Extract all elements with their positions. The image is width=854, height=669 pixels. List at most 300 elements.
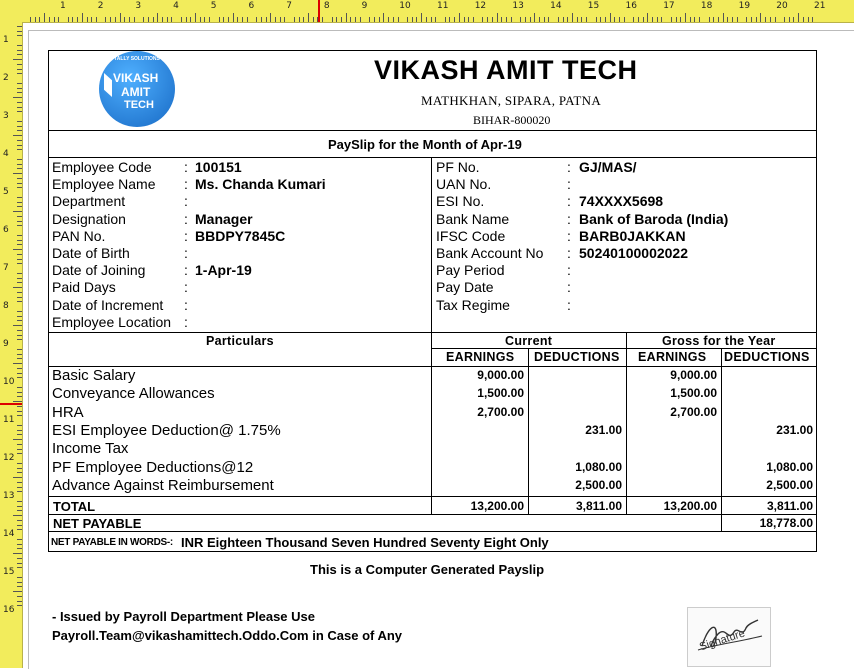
ruler-tick (17, 368, 22, 369)
ruler-tick (17, 64, 22, 65)
computer-generated-note: This is a Computer Generated Payslip (310, 562, 545, 577)
ruler-position-marker (318, 0, 320, 22)
ruler-tick (280, 17, 281, 22)
ruler-tick (525, 17, 526, 22)
ruler-tick (718, 17, 719, 22)
ruler-tick (96, 17, 97, 22)
ruler-tick (17, 335, 22, 336)
current-earnings-cell: 1,500.00 (477, 386, 524, 401)
ruler-tick (13, 249, 22, 250)
particular-name: Conveyance Allowances (52, 385, 215, 403)
gross-earnings-cell: 1,500.00 (670, 386, 717, 401)
ruler-tick (54, 17, 55, 22)
ruler-tick (143, 17, 144, 22)
ruler-tick (228, 17, 229, 22)
signature-stamp (687, 607, 771, 667)
field-colon: : (567, 176, 571, 193)
ruler-tick (600, 17, 601, 22)
ruler-tick (633, 17, 634, 22)
ruler-tick (577, 17, 578, 22)
ruler-tick (17, 225, 22, 226)
ruler-tick (17, 50, 22, 51)
ruler-tick (17, 187, 22, 188)
employee-field-label: Department (52, 193, 126, 210)
ruler-tick (171, 17, 172, 22)
ruler-left-number: 4 (3, 149, 9, 159)
ruler-tick (181, 17, 182, 22)
ruler-tick (723, 13, 724, 22)
field-colon: : (567, 245, 571, 261)
ruler-tick (17, 107, 22, 108)
ruler-tick (17, 83, 22, 84)
ruler-tick (17, 35, 22, 36)
total-current-deductions: 3,811.00 (575, 499, 622, 513)
ruler-tick (393, 17, 394, 22)
ruler-tick (501, 17, 502, 22)
field-colon: : (184, 262, 188, 279)
ruler-tick (567, 17, 568, 22)
current-earnings-cell: 2,700.00 (477, 404, 524, 419)
ruler-tick (200, 17, 201, 22)
ruler-top-number: 16 (625, 1, 637, 11)
ruler-tick (17, 544, 22, 545)
ruler-top-number: 9 (361, 1, 368, 11)
ruler-tick (605, 17, 606, 22)
gross-deductions-cell: 2,500.00 (766, 477, 813, 492)
ruler-tick (614, 17, 615, 22)
ruler-tick (17, 539, 22, 540)
ruler-top-number: 3 (135, 1, 142, 11)
ruler-tick (473, 17, 474, 22)
ruler-tick (284, 17, 285, 22)
ruler-tick (58, 17, 59, 22)
particular-name: Basic Salary (52, 367, 136, 384)
field-colon: : (184, 210, 188, 227)
ruler-tick (671, 17, 672, 22)
ruler-tick (657, 17, 658, 22)
bank-field-value: BARB0JAKKAN (579, 227, 686, 244)
ruler-top-number: 5 (210, 1, 217, 11)
ruler-tick (548, 17, 549, 22)
ruler-tick (17, 159, 22, 160)
ruler-tick (17, 330, 22, 331)
current-deductions-cell: 231.00 (585, 422, 622, 437)
ruler-tick (87, 17, 88, 22)
ruler-tick (487, 17, 488, 22)
ruler-tick (727, 17, 728, 22)
ruler-tick (13, 59, 22, 60)
ruler-tick (209, 17, 210, 22)
ruler-tick (336, 17, 337, 22)
gross-deductions-cell: 231.00 (776, 422, 813, 437)
ruler-tick (17, 577, 22, 578)
ruler-tick (17, 506, 22, 507)
ruler-tick (17, 140, 22, 141)
ruler-tick (355, 17, 356, 22)
logo-line3: TECH (124, 99, 154, 111)
ruler-tick (596, 17, 597, 22)
ruler-tick (17, 259, 22, 260)
ruler-tick (17, 164, 22, 165)
ruler-tick (17, 240, 22, 241)
ruler-tick (35, 17, 36, 22)
ruler-tick (120, 13, 121, 22)
ruler-tick (17, 601, 22, 602)
gross-year-header: Gross for the Year (662, 334, 776, 348)
employee-field-label: Date of Birth (52, 245, 130, 261)
bank-field-label: Pay Period (436, 262, 505, 279)
bank-field-label: Bank Name (436, 210, 510, 227)
ruler-tick (17, 273, 22, 274)
ruler-tick (676, 17, 677, 22)
ruler-tick (17, 525, 22, 526)
employee-field-label: Paid Days (52, 279, 116, 296)
bank-field-label: IFSC Code (436, 227, 506, 244)
ruler-tick (308, 13, 309, 22)
ruler-top-number: 13 (512, 1, 524, 11)
ruler-tick (511, 17, 512, 22)
employee-field-label: Date of Increment (52, 296, 164, 313)
bank-field-value: Bank of Baroda (India) (579, 210, 729, 227)
ruler-tick (416, 17, 417, 22)
ruler-tick (162, 17, 163, 22)
bank-field-label: ESI No. (436, 193, 485, 210)
logo-flag-icon (104, 73, 112, 97)
ruler-tick (17, 244, 22, 245)
ruler-tick (482, 17, 483, 22)
ruler-top-number: 12 (474, 1, 487, 11)
ruler-tick (17, 149, 22, 150)
ruler-tick (17, 596, 22, 597)
ruler-tick (789, 17, 790, 22)
ruler-tick (812, 17, 813, 22)
company-name: VIKASH AMIT TECH (374, 55, 638, 85)
current-header: Current (505, 334, 553, 348)
ruler-tick (17, 316, 22, 317)
employee-field-value: Ms. Chanda Kumari (195, 176, 326, 193)
company-logo (99, 51, 175, 127)
field-colon: : (567, 296, 571, 313)
ruler-tick (17, 501, 22, 502)
ruler-tick (247, 17, 248, 22)
ruler-tick (694, 17, 695, 22)
ruler-tick (233, 13, 234, 22)
ruler-tick (13, 553, 22, 554)
ruler-tick (17, 430, 22, 431)
ruler-tick (49, 17, 50, 22)
ruler-left-number: 2 (3, 73, 9, 83)
ruler-tick (652, 17, 653, 22)
ruler-tick (17, 444, 22, 445)
employee-field-label: Employee Name (52, 176, 156, 193)
ruler-tick (17, 491, 22, 492)
ruler-tick (17, 292, 22, 293)
ruler-tick (360, 17, 361, 22)
ruler-tick (746, 17, 747, 22)
field-colon: : (567, 210, 571, 227)
ruler-tick (17, 183, 22, 184)
total-current-earnings: 13,200.00 (470, 499, 524, 513)
ruler-tick (17, 216, 22, 217)
bank-field-value: GJ/MAS/ (579, 159, 637, 175)
ruler-tick (17, 145, 22, 146)
payslip-title: PaySlip for the Month of Apr-19 (328, 137, 522, 152)
ruler-tick (17, 406, 22, 407)
ruler-tick (72, 17, 73, 22)
ruler-tick (680, 17, 681, 22)
employee-field-value: 1-Apr-19 (195, 262, 252, 279)
ruler-tick (17, 54, 22, 55)
ruler-top-number: 21 (814, 1, 826, 11)
ruler-tick (17, 358, 22, 359)
ruler-tick (17, 510, 22, 511)
ruler-tick (775, 17, 776, 22)
ruler-tick (534, 13, 535, 22)
employee-field-label: Designation (52, 210, 126, 227)
ruler-tick (17, 349, 22, 350)
ruler-tick (610, 13, 611, 22)
ruler-left-number: 10 (3, 377, 15, 387)
ruler-tick (760, 13, 761, 22)
ruler-tick (558, 17, 559, 22)
ruler-tick (17, 586, 22, 587)
field-colon: : (567, 279, 571, 296)
ruler-tick (784, 17, 785, 22)
ruler-tick (383, 13, 384, 22)
ruler-top-number: 20 (776, 1, 788, 11)
ruler-left-number: 1 (3, 35, 9, 45)
ruler-tick (497, 13, 498, 22)
ruler-tick (17, 197, 22, 198)
bank-field-value: 74XXXX5698 (579, 193, 664, 210)
ruler-tick (110, 17, 111, 22)
ruler-tick (369, 17, 370, 22)
ruler-tick (17, 373, 22, 374)
ruler-tick (17, 563, 22, 564)
horizontal-ruler (0, 0, 854, 23)
ruler-tick (459, 13, 460, 22)
ruler-tick (77, 17, 78, 22)
ruler-left-number: 15 (3, 567, 15, 577)
net-payable-words-value: INR Eighteen Thousand Seven Hundred Seventy Eight Only (181, 535, 549, 550)
ruler-top-number: 10 (399, 1, 411, 11)
ruler-tick (808, 17, 809, 22)
ruler-tick (468, 17, 469, 22)
ruler-tick (13, 591, 22, 592)
ruler-tick (17, 548, 22, 549)
ruler-tick (275, 17, 276, 22)
ruler-tick (167, 17, 168, 22)
ruler-tick (13, 211, 22, 212)
ruler-tick (332, 17, 333, 22)
ruler-tick (17, 126, 22, 127)
particular-name: Income Tax (52, 440, 129, 458)
ruler-tick (492, 17, 493, 22)
ruler-tick (709, 17, 710, 22)
ruler-tick (454, 17, 455, 22)
current-deductions-header: DEDUCTIONS (534, 350, 620, 364)
vertical-ruler (0, 22, 23, 668)
ruler-tick (148, 17, 149, 22)
gross-earnings-cell: 9,000.00 (670, 368, 717, 382)
ruler-tick (82, 13, 83, 22)
ruler-tick (17, 26, 22, 27)
ruler-tick (17, 282, 22, 283)
field-colon: : (567, 262, 571, 279)
ruler-tick (17, 434, 22, 435)
ruler-left-number: 7 (3, 263, 9, 273)
gross-earnings-cell: 2,700.00 (670, 404, 717, 419)
ruler-tick (17, 396, 22, 397)
ruler-tick (17, 121, 22, 122)
current-earnings-header: EARNINGS (446, 350, 515, 364)
current-earnings-cell: 9,000.00 (477, 368, 524, 382)
field-colon: : (184, 245, 188, 261)
ruler-tick (17, 487, 22, 488)
ruler-tick (129, 17, 130, 22)
ruler-tick (13, 439, 22, 440)
ruler-tick (17, 387, 22, 388)
current-deductions-cell: 1,080.00 (575, 459, 622, 474)
ruler-tick (17, 605, 22, 606)
ruler-tick (17, 301, 22, 302)
issued-by-line1: - Issued by Payroll Department Please Use (52, 609, 315, 624)
ruler-left-number: 11 (3, 415, 15, 425)
ruler-left-number: 6 (3, 225, 9, 235)
field-colon: : (567, 227, 571, 244)
bank-field-label: UAN No. (436, 176, 492, 193)
ruler-tick (17, 392, 22, 393)
field-colon: : (184, 227, 188, 244)
ruler-left-number: 3 (3, 111, 9, 121)
ruler-tick (412, 17, 413, 22)
ruler-top-number: 2 (97, 1, 104, 11)
ruler-tick (520, 17, 521, 22)
ruler-tick (17, 339, 22, 340)
particular-name: ESI Employee Deduction@ 1.75% (52, 421, 281, 439)
ruler-tick (506, 17, 507, 22)
ruler-tick (44, 13, 45, 22)
ruler-tick (374, 17, 375, 22)
ruler-tick (449, 17, 450, 22)
employee-field-label: Employee Location (52, 313, 172, 330)
ruler-tick (13, 515, 22, 516)
logo-line2: AMIT (121, 85, 151, 99)
ruler-tick (17, 102, 22, 103)
ruler-top-number: 15 (587, 1, 600, 11)
ruler-tick (313, 17, 314, 22)
ruler-tick (266, 17, 267, 22)
ruler-tick (157, 13, 158, 22)
ruler-tick (17, 254, 22, 255)
ruler-tick (17, 221, 22, 222)
particular-name: PF Employee Deductions@12 (52, 458, 254, 476)
ruler-top-number: 4 (173, 1, 179, 11)
ruler-tick (17, 415, 22, 416)
ruler-tick (661, 17, 662, 22)
ruler-tick (223, 17, 224, 22)
ruler-top-number: 17 (663, 1, 675, 11)
ruler-tick (751, 17, 752, 22)
ruler-tick (124, 17, 125, 22)
gross-earnings-header: EARNINGS (638, 350, 707, 364)
field-colon: : (184, 159, 188, 175)
ruler-tick (539, 17, 540, 22)
signature-label: Signature (698, 627, 747, 654)
ruler-tick (13, 97, 22, 98)
ruler-top-number: 6 (248, 1, 255, 11)
bank-field-label: PF No. (436, 159, 480, 175)
ruler-tick (17, 69, 22, 70)
ruler-tick (464, 17, 465, 22)
ruler-tick (91, 17, 92, 22)
ruler-tick (17, 263, 22, 264)
ruler-tick (303, 17, 304, 22)
ruler-tick (13, 287, 22, 288)
bank-field-label: Bank Account No (436, 245, 544, 261)
ruler-tick (445, 17, 446, 22)
company-address: MATHKHAN, SIPARA, PATNA (421, 93, 602, 108)
ruler-tick (30, 17, 31, 22)
ruler-tick (322, 17, 323, 22)
ruler-tick (530, 17, 531, 22)
net-payable-value: 18,778.00 (759, 516, 813, 530)
ruler-tick (219, 17, 220, 22)
ruler-tick (346, 13, 347, 22)
bank-field-label: Tax Regime (436, 296, 510, 313)
ruler-tick (17, 92, 22, 93)
ruler-tick (17, 425, 22, 426)
ruler-tick (732, 17, 733, 22)
ruler-tick (17, 235, 22, 236)
ruler-top-number: 8 (323, 1, 330, 11)
ruler-tick (17, 206, 22, 207)
ruler-tick (17, 567, 22, 568)
ruler-tick (153, 17, 154, 22)
field-colon: : (567, 159, 571, 175)
ruler-left-number: 14 (3, 529, 15, 539)
ruler-tick (17, 354, 22, 355)
ruler-tick (690, 17, 691, 22)
ruler-tick (204, 17, 205, 22)
field-colon: : (184, 296, 188, 313)
ruler-tick (563, 17, 564, 22)
ruler-tick (190, 17, 191, 22)
field-colon: : (567, 193, 571, 210)
ruler-tick (17, 31, 22, 32)
ruler-tick (17, 411, 22, 412)
ruler-tick (13, 477, 22, 478)
employee-field-label: Employee Code (52, 159, 152, 175)
employee-field-value: 100151 (195, 159, 242, 175)
ruler-tick (619, 17, 620, 22)
employee-field-value: Manager (195, 210, 253, 227)
ruler-left-number: 5 (3, 187, 9, 197)
ruler-tick (647, 13, 648, 22)
ruler-tick (13, 173, 22, 174)
ruler-tick (17, 468, 22, 469)
ruler-tick (13, 135, 22, 136)
ruler-position-marker-vertical (0, 403, 22, 405)
gross-deductions-cell: 1,080.00 (766, 459, 813, 474)
ruler-tick (624, 17, 625, 22)
ruler-tick (134, 17, 135, 22)
gross-deductions-header: DEDUCTIONS (724, 350, 810, 364)
field-colon: : (184, 279, 188, 296)
ruler-tick (17, 88, 22, 89)
ruler-tick (638, 17, 639, 22)
bank-field-label: Pay Date (436, 279, 494, 296)
